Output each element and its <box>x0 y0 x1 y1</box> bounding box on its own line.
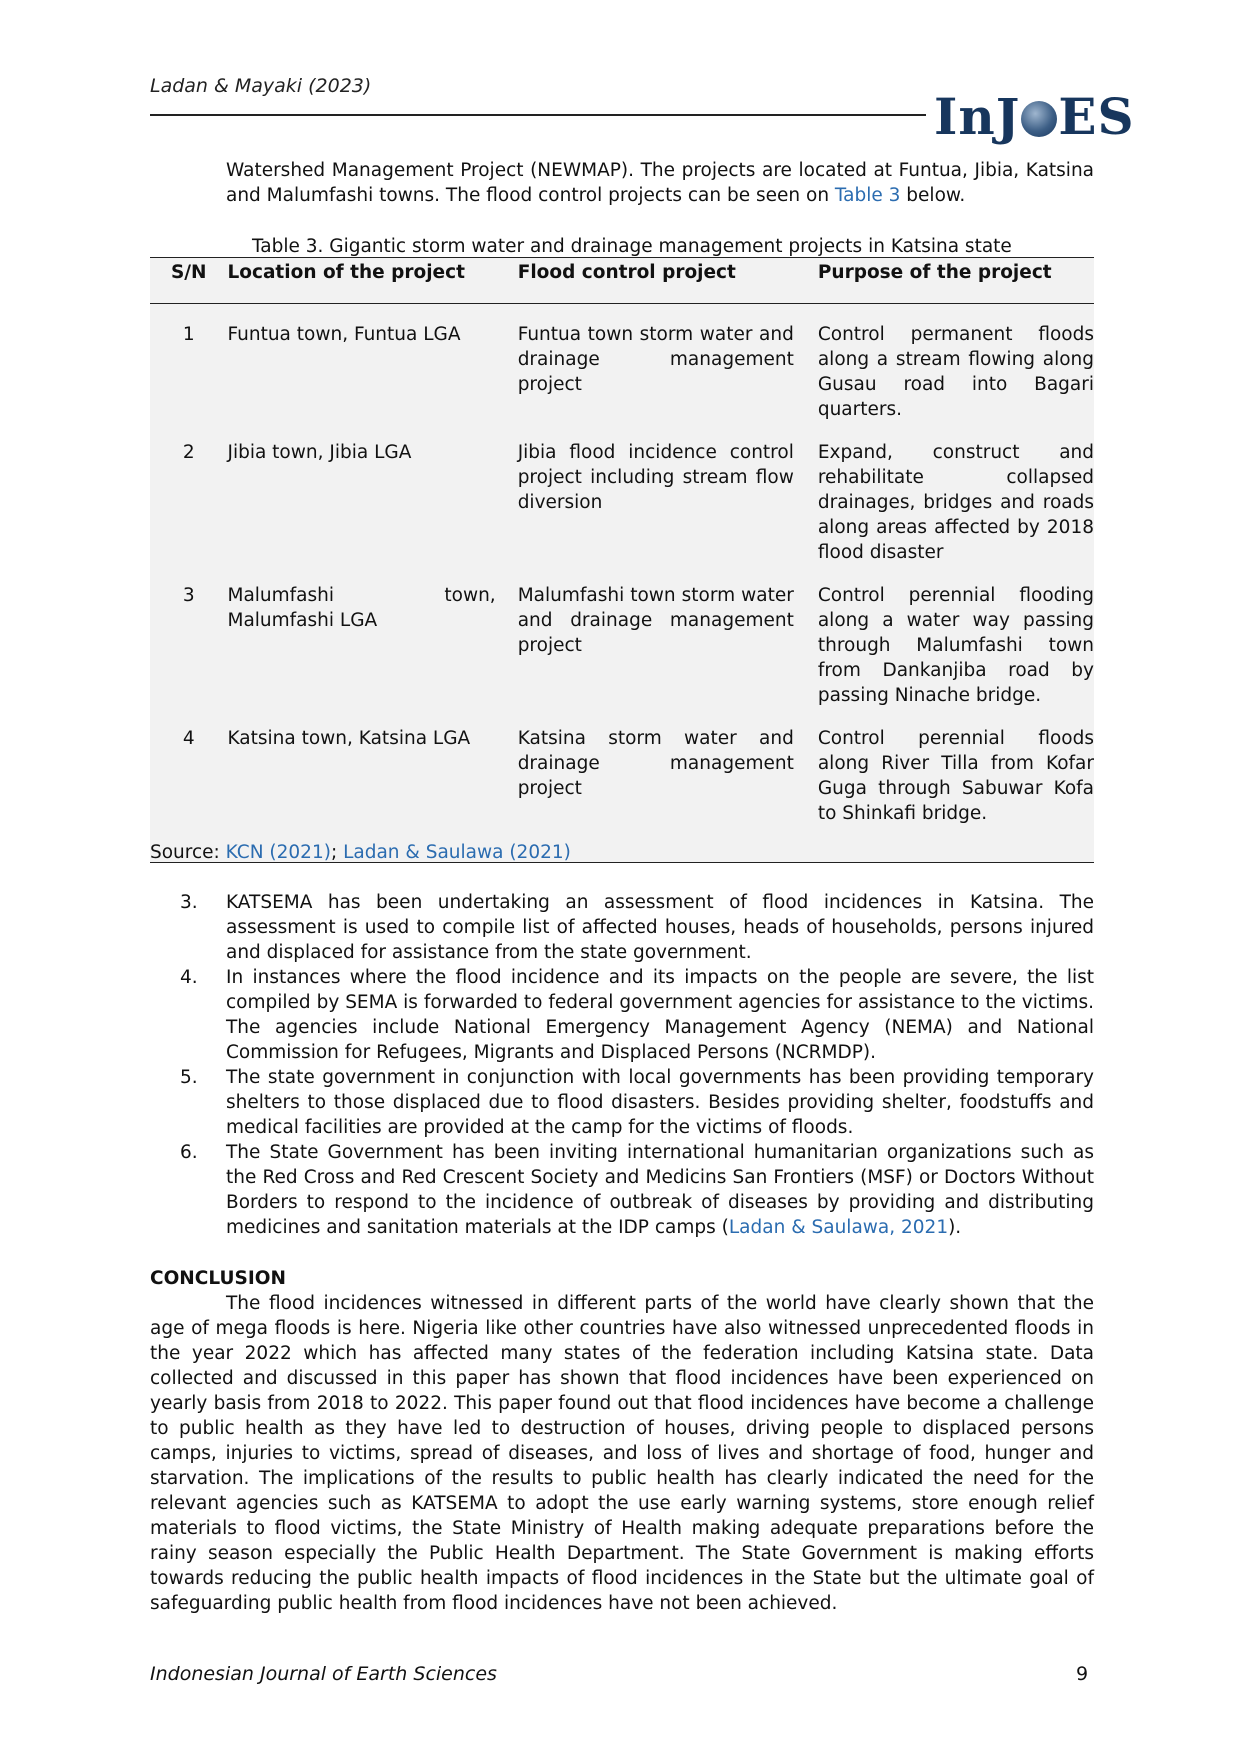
numbered-list <box>180 890 1094 1240</box>
cell-sn: 3 <box>182 585 195 606</box>
cell-project: Funtua town storm water and drainage management project <box>517 324 794 395</box>
list-number: 6. <box>180 1142 198 1163</box>
globe-icon <box>1021 101 1057 137</box>
list-number: 3. <box>180 892 198 913</box>
source-label: Source: <box>150 842 220 863</box>
list-item <box>180 1140 1094 1240</box>
footer-journal-name: Indonesian Journal of Earth Sciences <box>150 1663 497 1685</box>
list-item <box>180 890 1094 965</box>
table-row <box>150 322 1094 422</box>
list-item <box>180 1065 1094 1140</box>
journal-logo <box>934 86 1135 146</box>
logo-text-right: ES <box>1058 86 1135 146</box>
citation-link-ladan-saulawa[interactable]: Ladan & Saulawa, 2021 <box>728 1217 949 1238</box>
list-number: 4. <box>180 967 198 988</box>
table-row <box>150 726 1094 826</box>
intro-paragraph <box>226 158 1094 208</box>
source-separator: ; <box>330 842 338 863</box>
conclusion-paragraph: The flood incidences witnessed in different parts of the world have clearly shown that the age of mega floods is here. Nigeria like other countries have also witnessed unprecedented floods in the year 2022 which has affected many states of the federation including Katsina state. Data collected and discussed in this paper has shown that flood incidences have been experienced on yearly basis from 2018 to 2022. This paper found out that flood incidences have become a challenge to public health as they have led to destruction of houses, driving people to displaced persons camps, injuries to victims, spread of diseases, and loss of lives and shortage of food, hunger and starvation. The implications of the results to public health has clearly indicated the need for the relevant agencies such as KATSEMA to adopt the use early warning systems, store enough relief materials to flood victims, the State Ministry of Health making adequate preparations before the rainy season especially the Public Health Department. The State Government is making efforts towards reducing the public health impacts of flood incidences in the State but the ultimate goal of safeguarding public health from flood incidences have not been achieved. <box>150 1293 1094 1614</box>
list-item <box>180 965 1094 1065</box>
intro-text: Watershed Management Project (NEWMAP). The projects are located at Funtua, Jibia, Katsina and Malumfashi towns. The flood control projects can be seen on <box>226 160 1094 206</box>
cell-purpose: Control perennial floods along River Tilla from Kofar Guga through Sabuwar Kofa to Shinkafi bridge. <box>817 728 1094 824</box>
table-body <box>150 304 1094 862</box>
cell-purpose: Expand, construct and rehabilitate collapsed drainages, bridges and roads along areas affected by 2018 flood disaster <box>817 442 1094 563</box>
cell-project: Malumfashi town storm water and drainage management project <box>517 585 794 656</box>
table-row <box>150 583 1094 708</box>
cell-location: Malumfashi town, Malumfashi LGA <box>227 585 496 631</box>
list-text-container <box>226 1140 1094 1240</box>
running-head: Ladan & Mayaki (2023) <box>150 75 372 97</box>
cell-sn: 1 <box>182 324 195 345</box>
table-row <box>150 440 1094 565</box>
page-number: 9 <box>1076 1663 1089 1685</box>
list-text: The state government in conjunction with local governments has been providing temporary shelters to those displaced due to flood disasters. Besides providing shelter, foodstuffs and medical facilities are provided at the camp for the victims of floods. <box>226 1067 1094 1138</box>
header-project: Flood control project <box>517 262 736 283</box>
intro-text-after: below. <box>900 185 966 206</box>
list-text-after: ). <box>948 1217 962 1238</box>
cell-location: Jibia town, Jibia LGA <box>227 442 412 463</box>
header-sn: S/N <box>170 262 207 283</box>
cell-purpose: Control perennial flooding along a water way passing through Malumfashi town from Dankanjiba road by passing Ninache bridge. <box>817 585 1094 706</box>
logo-text-left: InJ <box>934 86 1021 146</box>
source-link-kcn[interactable]: KCN (2021) <box>225 842 331 863</box>
cell-project: Jibia flood incidence control project including stream flow diversion <box>517 442 794 513</box>
header-rule <box>150 114 926 116</box>
list-text: KATSEMA has been undertaking an assessment of flood incidences in Katsina. The assessment is used to compile list of affected houses, heads of households, persons injured and displaced for assistance from the state government. <box>226 892 1094 963</box>
table-caption: Table 3. Gigantic storm water and drainage management projects in Katsina state <box>252 236 1012 257</box>
cell-sn: 4 <box>182 728 195 749</box>
header-purpose: Purpose of the project <box>817 262 1052 283</box>
cell-location: Funtua town, Funtua LGA <box>227 324 461 345</box>
table-header-row <box>150 258 1094 304</box>
list-text: The State Government has been inviting international humanitarian organizations such as the Red Cross and Red Crescent Society and Medicins San Frontiers (MSF) or Doctors Without Borders to respond to the incidence of outbreak of diseases by providing and distributing medicines and sanitation materials at the IDP camps ( <box>226 1142 1094 1238</box>
list-number: 5. <box>180 1067 198 1088</box>
cell-project: Katsina storm water and drainage management project <box>517 728 794 799</box>
source-link-ladan-saulawa[interactable]: Ladan & Saulawa (2021) <box>343 842 571 863</box>
list-text: In instances where the flood incidence and its impacts on the people are severe, the list compiled by SEMA is forwarded to federal government agencies for assistance to the victims. The agencies include National Emergency Management Agency (NEMA) and National Commission for Refugees, Migrants and Displaced Persons (NCRMDP). <box>226 967 1094 1063</box>
cell-location: Katsina town, Katsina LGA <box>227 728 471 749</box>
cell-sn: 2 <box>182 442 195 463</box>
projects-table <box>150 257 1094 863</box>
header-location: Location of the project <box>227 262 465 283</box>
cell-purpose: Control permanent floods along a stream flowing along Gusau road into Bagari quarters. <box>817 324 1094 420</box>
table-3-link[interactable]: Table 3 <box>834 185 901 206</box>
table-source <box>150 840 571 865</box>
conclusion-heading: CONCLUSION <box>150 1268 286 1289</box>
